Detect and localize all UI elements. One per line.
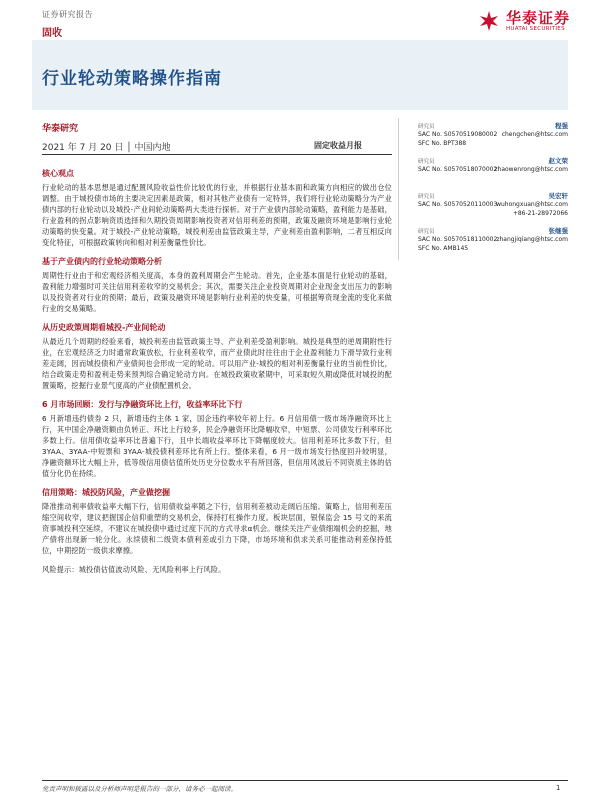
analyst-phone: +86-21-28972066 bbox=[512, 210, 568, 217]
analyst-card bbox=[418, 223, 568, 258]
analyst-email[interactable]: wuhongxuan@htsc.com bbox=[496, 201, 568, 208]
analyst-sac: SAC No. S0570518110002 bbox=[418, 236, 498, 243]
section-credit-strategy bbox=[42, 487, 392, 556]
analyst-email[interactable]: chengchen@htsc.com bbox=[501, 131, 568, 138]
logo-name-en: HUATAI SECURITIES bbox=[505, 26, 565, 32]
section-label: 固收 bbox=[42, 28, 62, 39]
section-heading: 从历史政策周期看城投-产业间轮动 bbox=[42, 323, 166, 332]
risk-warning-text: 风险提示：城投债估值波动风险、无风险利率上行风险。 bbox=[42, 565, 226, 574]
analyst-sac: SAC No. S0570518070002 bbox=[418, 166, 498, 173]
section-text: 6 月新增违约债券 2 只，新增违约主体 1 家，国企违约率较年初上行。6 月信用债一级市场净融资环比上行，其中国企净融资额由负转正、环比上行较多，民企净融资环比降幅收窄，中短票、公司债发行利率环比多数上行。信用债收益率环比普遍下行，且中长端收益率环比下降幅度较大。信用利差环比多数下行，但 3YAA、3YAA-中短票和 3YAA-城投债利差环比有所上行。整体来看，6 月一级市场发行热度回升较明显，净融资额环比大幅上升，低等级信用债估值所处历史分位数水平有所回落，但信用风波后不同资质主体的估值分化仍在持续。 bbox=[42, 414, 392, 478]
analyst-name: 张继强 bbox=[548, 227, 568, 235]
footer-disclaimer: 免责声明和披露以及分析师声明是报告的一部分，请务必一起阅读。 bbox=[42, 785, 237, 793]
report-body bbox=[42, 168, 392, 575]
analyst-role: 研究员 bbox=[418, 194, 435, 200]
analyst-card bbox=[418, 153, 568, 188]
analyst-panel bbox=[418, 118, 568, 258]
analyst-name: 程强 bbox=[555, 122, 568, 130]
section-heading: 6 月市场回顾：发行与净融资环比上行，收益率环比下行 bbox=[42, 400, 243, 409]
report-type: 固定收益月报 bbox=[314, 141, 362, 150]
section-risk-warning bbox=[42, 564, 392, 575]
logo-name-cn: 华泰证券 bbox=[505, 9, 570, 27]
section-text: 周期性行业由于和宏观经济相关度高，本身的盈利周期会产生轮动。首先，企业基本面是行业轮动的基础，盈利能力增强时可关注信用利差收窄的交易机会；其次，需要关注企业投资周期对企业现金支出压力的影响以及投资者对行业的预期；最后，政策及融资环境是影响行业利差的快变量，可根据筹资现金流的变化来做行业的交易策略。 bbox=[42, 271, 392, 313]
section-industry-rotation bbox=[42, 256, 392, 314]
column-divider bbox=[398, 118, 399, 260]
section-text: 从最近几个周期的经验来看，城投利差由监管政策主导、产业利差受盈利影响。城投是典型的逆周期附性行业，在宏观经济乏力时通常政策放松，行业利差收窄，而产业债此时往往由于企业盈利能力下滑导致行业利差走阔，因而城投债和产业债间也会形成一定的轮动。可以用产业-城投的相对利差衡量行业的当前性价比，结合政策走势和盈利走势来预判综合确定轮动方向。在城投政策收紧期中，可采取短久期或降低对城投的配置策略，挖掘行业景气度高的产业债配置机会。 bbox=[42, 337, 392, 390]
report-title: 行业轮动策略操作指南 bbox=[42, 69, 222, 89]
section-market-review bbox=[42, 399, 392, 479]
analyst-email[interactable]: zhangjiqiang@htsc.com bbox=[496, 236, 568, 243]
analyst-card bbox=[418, 118, 568, 153]
analyst-sfc: SFC No. BPT388 bbox=[418, 140, 467, 147]
section-policy-cycle bbox=[42, 322, 392, 391]
header-divider bbox=[42, 154, 392, 155]
analyst-name: 赵文荣 bbox=[548, 157, 568, 165]
analyst-card bbox=[418, 188, 568, 223]
section-core-views bbox=[42, 168, 392, 248]
analyst-name: 吴宏轩 bbox=[548, 192, 568, 200]
report-tag: 证券研究报告 bbox=[42, 10, 93, 19]
section-text: 行业轮动的基本思想是通过配置风险收益性价比较优的行业，并根据行业基本面和政策方向相应的做出仓位调整。由于城投债市场的主要决定因素是政策，相对其他产业债有一定特异，我们将行业轮动策略分为产业债内部的行业轮动以及城投-产业间轮动策略两大类进行探析。对于产业债内部轮动策略，盈利能力是基础，行业盈利的拐点影响资质选择和久期投资周期影响投资者对信用利差的预期，政策及融资环境是影响行业轮动策略的快变量。对于城投-产业轮动策略，城投利差由监管政策主导，产业利差由盈利影响，二者互相反向变化特征，可根据政策转向和相对利差衡量性价比。 bbox=[42, 183, 392, 247]
analyst-sac: SAC No. S0570520110003 bbox=[418, 201, 498, 208]
section-text: 降准推动利率债收益率大幅下行，信用债收益率随之下行，信用利差被动走阔后压缩。策略上，信用利差压缩空间收窄，建议把握国企信仰重塑的交易机会，保持打杠操作力度。板块层面，银保监会 15 号文的来流资事城投利空延续，不建议在城投债中通过过度下沉的方式寻求α机会。继续关注产业债细端机会的挖掘，地产债将出现新一轮分化。永续债和二级资本债利差或引力下降，市场环境和供求关系可能推动利差保持低位，中期挖防一级供求摩擦。 bbox=[42, 502, 392, 555]
analyst-role: 研究员 bbox=[418, 124, 435, 130]
analyst-sac: SAC No. S0570519080002 bbox=[418, 131, 498, 138]
analyst-role: 研究员 bbox=[418, 159, 435, 165]
section-heading: 基于产业债内的行业轮动策略分析 bbox=[42, 257, 162, 266]
analyst-sfc: SFC No. AMB145 bbox=[418, 245, 469, 252]
footer-divider bbox=[42, 780, 568, 781]
page-number: 1 bbox=[556, 784, 561, 792]
section-heading: 核心观点 bbox=[42, 169, 74, 178]
analyst-role: 研究员 bbox=[418, 229, 435, 235]
huatai-logo-icon bbox=[478, 10, 500, 32]
section-heading: 信用策略：城投防风险，产业做挖掘 bbox=[42, 488, 170, 497]
research-org: 华泰研究 bbox=[42, 124, 79, 134]
report-date: 2021 年 7 月 20 日 │ 中国内地 bbox=[42, 143, 171, 153]
brand-logo bbox=[478, 10, 570, 32]
analyst-email[interactable]: zhaowenrong@htsc.com bbox=[494, 166, 568, 173]
